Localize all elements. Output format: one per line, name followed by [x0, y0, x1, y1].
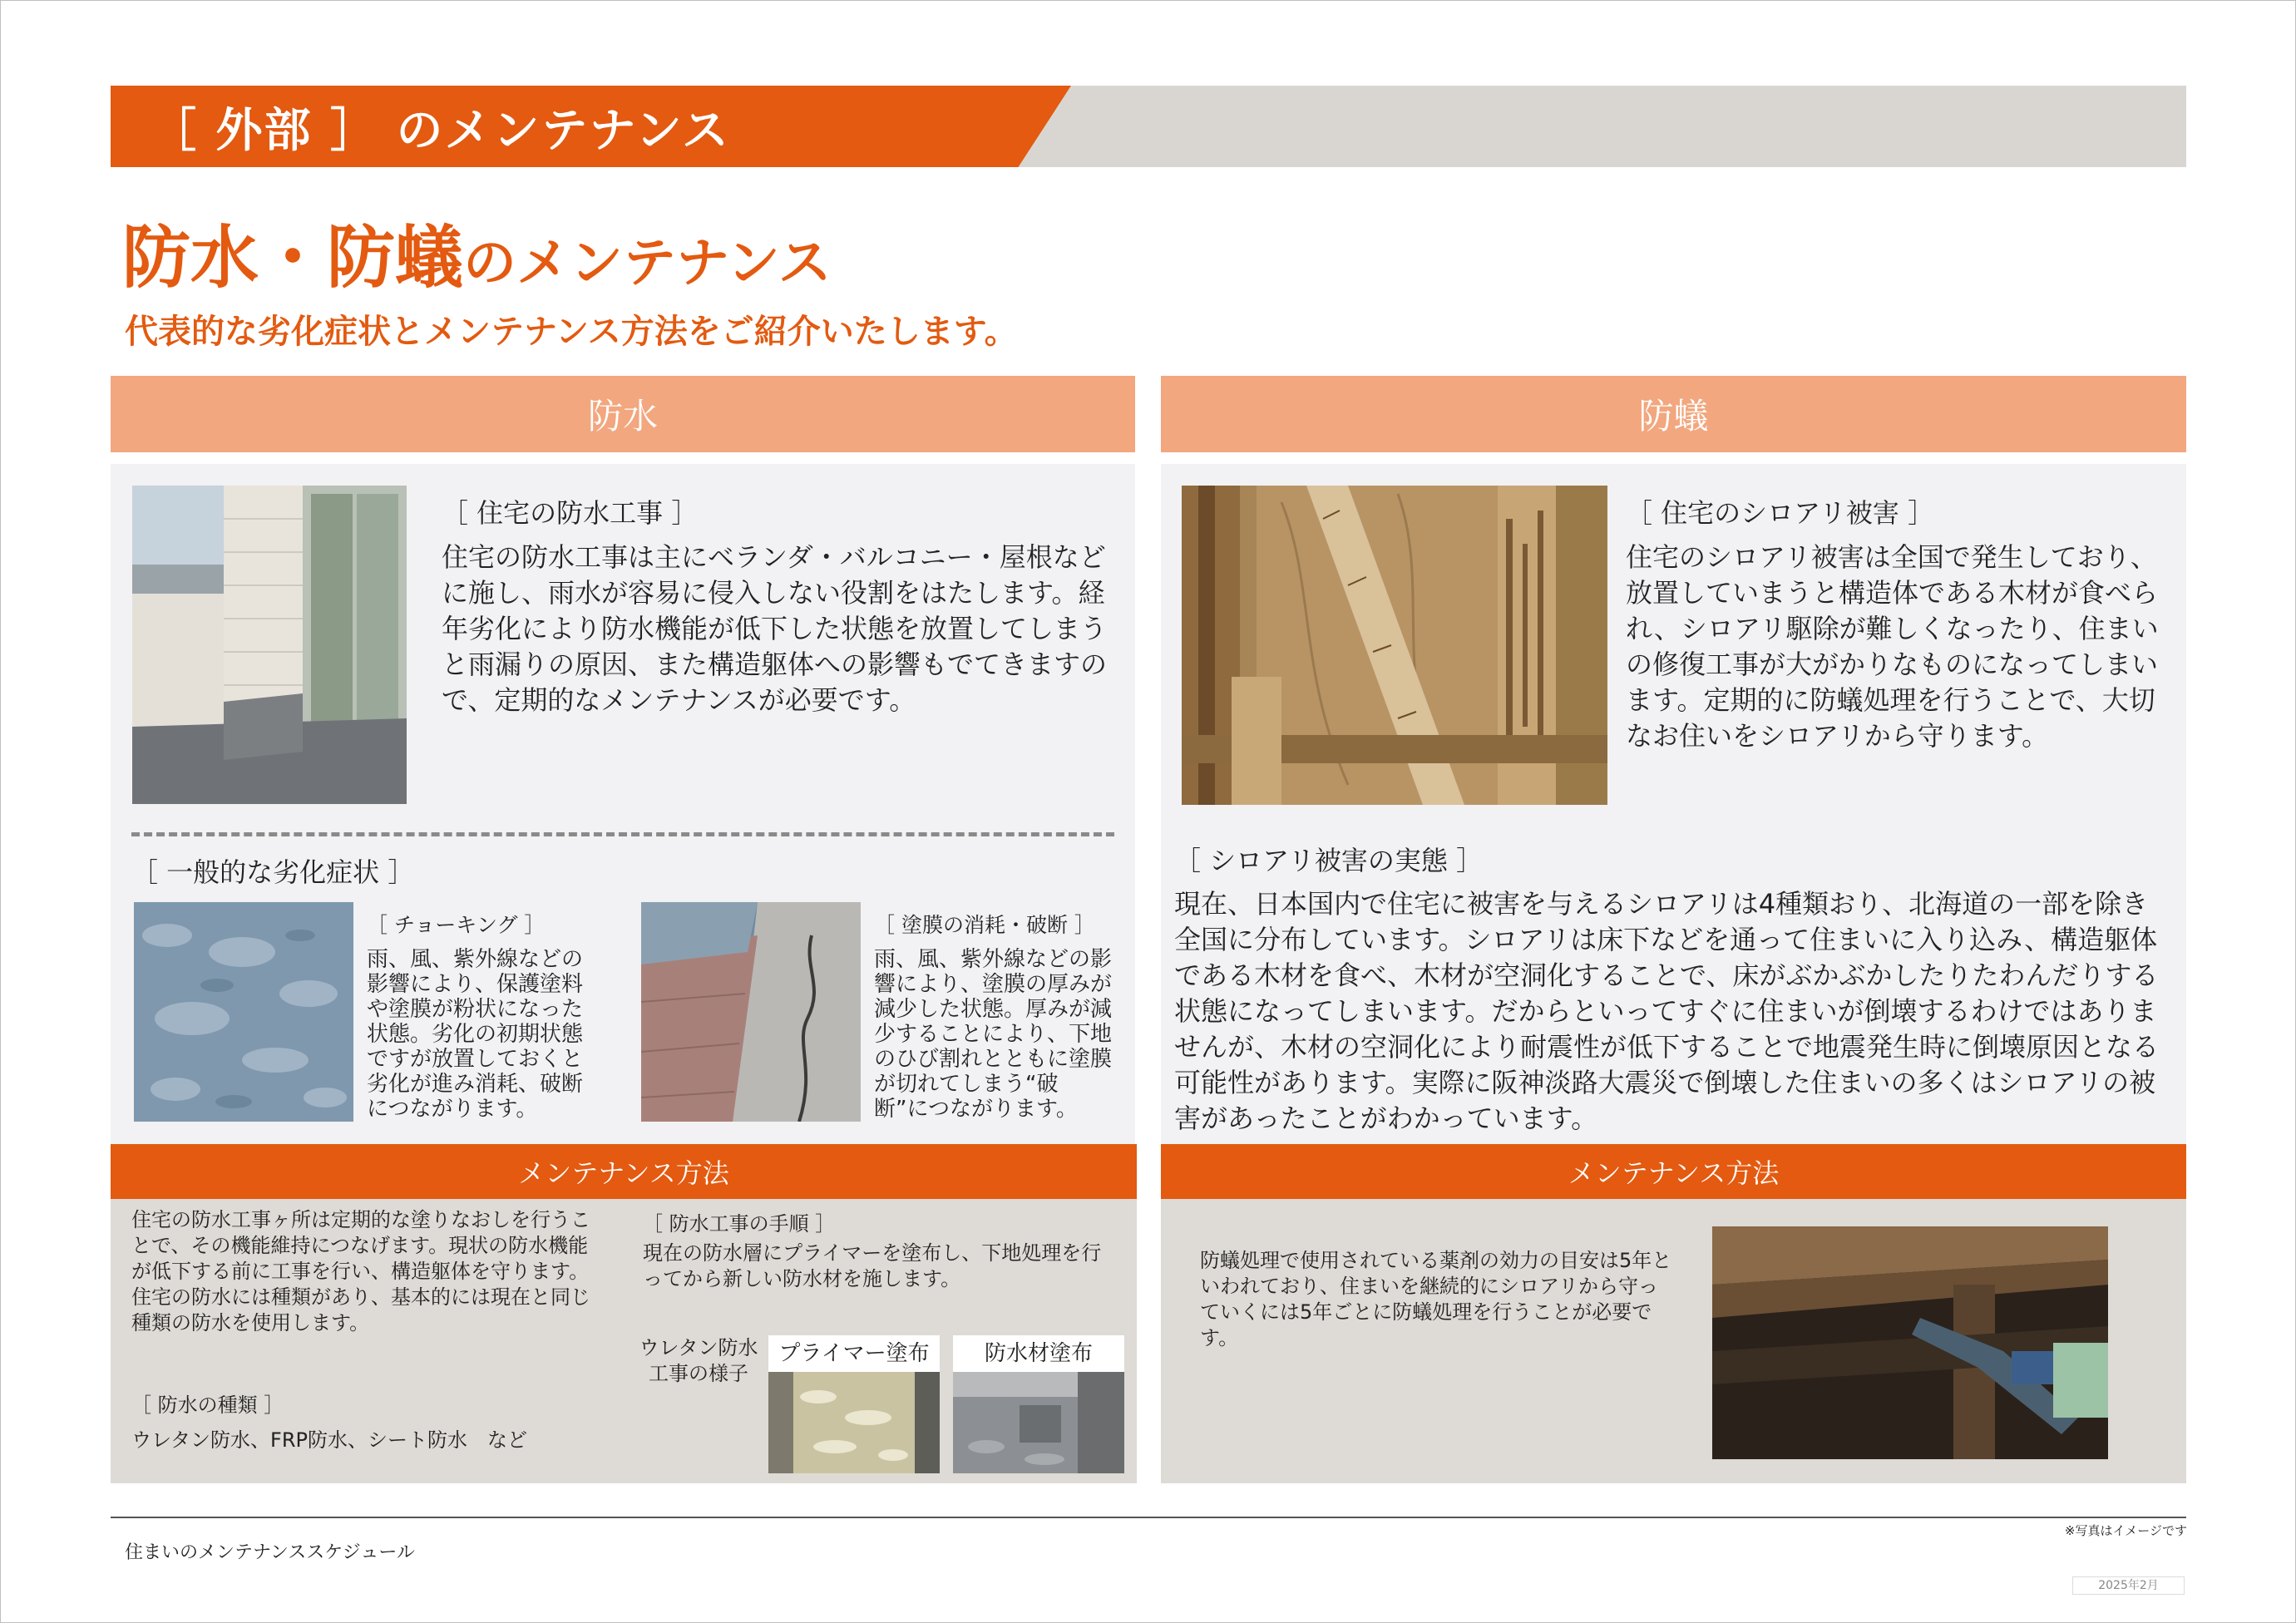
waterproof-types-heading: ［ 防水の種類 ］: [131, 1394, 284, 1417]
page-subtitle: 代表的な劣化症状とメンテナンス方法をご紹介いたします。: [125, 313, 1018, 351]
coating-wear-photo: [641, 902, 861, 1122]
termite-treatment-photo: [1712, 1226, 2108, 1459]
material-photo: [953, 1372, 1124, 1473]
waterproof-section-header: 防水: [111, 376, 1135, 452]
procedure-heading: ［ 防水工事の手順 ］: [643, 1212, 836, 1236]
termite-reality-text: 現在、日本国内で住宅に被害を与えるシロアリは4種類おり、北海道の一部を除き全国に分布しています。シロアリは床下などを通って住まいに入り込み、構造躯体である木材を食べ、木材が空洞化することで、床がぶかぶかしたりたわんだりする状態になってしまいます。だからといってすぐに住まいが倒壊するわけではありませんが、木材の空洞化により耐震性が低下することで地震発生時に倒壊原因となる可能性があります。実際に阪神淡路大震災で倒壊した住まいの多くはシロアリの被害があったことがわかっています。: [1174, 888, 2160, 1134]
termite-damage-heading: ［ 住宅のシロアリ被害 ］: [1626, 497, 1935, 529]
primer-photo: [768, 1372, 940, 1473]
urethane-caption: [636, 1335, 761, 1387]
page-title: [122, 204, 832, 301]
procedure-text: 現在の防水層にプライマーを塗布し、下地処理を行ってから新しい防水材を施します。: [643, 1241, 1102, 1290]
photo-disclaimer: ※写真はイメージです: [2064, 1523, 2187, 1538]
footer-divider: [111, 1517, 2186, 1518]
urethane-caption-line1: ウレタン防水: [639, 1336, 758, 1359]
balcony-photo: [132, 486, 407, 804]
termite-maintenance-text: 防蟻処理で使用されている薬剤の効力の目安は5年といわれており、住まいを継続的にシロアリから守っていくには5年ごとに防蟻処理を行うことが必要です。: [1200, 1249, 1672, 1349]
waterproof-maintenance-header: メンテナンス方法: [111, 1144, 1137, 1199]
urethane-caption-line2: 工事の様子: [649, 1362, 748, 1385]
page-title-main: 防水・防蟻: [122, 219, 464, 298]
symptoms-heading: ［ 一般的な劣化症状 ］: [131, 856, 415, 888]
coating-wear-heading: ［ 塗膜の消耗・破断 ］: [874, 913, 1095, 937]
chalking-photo: [134, 902, 353, 1122]
chalking-heading: ［ チョーキング ］: [367, 913, 546, 937]
primer-label: プライマー塗布: [768, 1335, 940, 1372]
material-label: 防水材塗布: [953, 1335, 1124, 1372]
footer-date: 2025年2月: [2072, 1576, 2185, 1595]
page-title-suffix: のメンテナンス: [463, 233, 832, 294]
section-label: ［ 外部 ］ のメンテナンス: [150, 104, 731, 158]
chalking-text: 雨、風、紫外線などの影響により、保護塗料や塗膜が粉状になった状態。劣化の初期状態ですが放置しておくと劣化が進み消耗、破断につながります。: [367, 947, 584, 1122]
termite-damage-text: 住宅のシロアリ被害は全国で発生しており、放置していまうと構造体である木材が食べられ、シロアリ駆除が難しくなったり、住まいの修復工事が大がかりなものになってしまいます。定期的に防蟻処理を行うことで、大切なお住いをシロアリから守ります。: [1626, 541, 2159, 752]
termite-section-header: 防蟻: [1161, 376, 2186, 452]
coating-wear-text: 雨、風、紫外線などの影響により、塗膜の厚みが減少した状態。厚みが減少することにより、下地のひび割れとともに塗膜が切れてしまう“破断”につながります。: [874, 947, 1113, 1122]
waterproof-types-text: ウレタン防水、FRP防水、シート防水 など: [131, 1428, 527, 1452]
waterproof-work-heading: ［ 住宅の防水工事 ］: [442, 497, 699, 529]
termite-reality-heading: ［ シロアリ被害の実態 ］: [1174, 845, 1484, 876]
footer-title: 住まいのメンテナンススケジュール: [125, 1542, 415, 1563]
dashed-divider: [131, 832, 1114, 836]
waterproof-work-text: 住宅の防水工事は主にベランダ・バルコニー・屋根などに施し、雨水が容易に侵入しない役割をはたします。経年劣化により防水機能が低下した状態を放置してしまうと雨漏りの原因、また構造躯体への影響もでてきますので、定期的なメンテナンスが必要です。: [442, 541, 1108, 716]
termite-maintenance-header: メンテナンス方法: [1161, 1144, 2186, 1199]
waterproof-maintenance-text: 住宅の防水工事ヶ所は定期的な塗りなおしを行うことで、その機能維持につなげます。現状の防水機能が低下する前に工事を行い、構造躯体を守ります。住宅の防水には種類があり、基本的には現在と同じ種類の防水を使用します。: [131, 1208, 590, 1334]
termite-damage-photo: [1182, 486, 1607, 805]
